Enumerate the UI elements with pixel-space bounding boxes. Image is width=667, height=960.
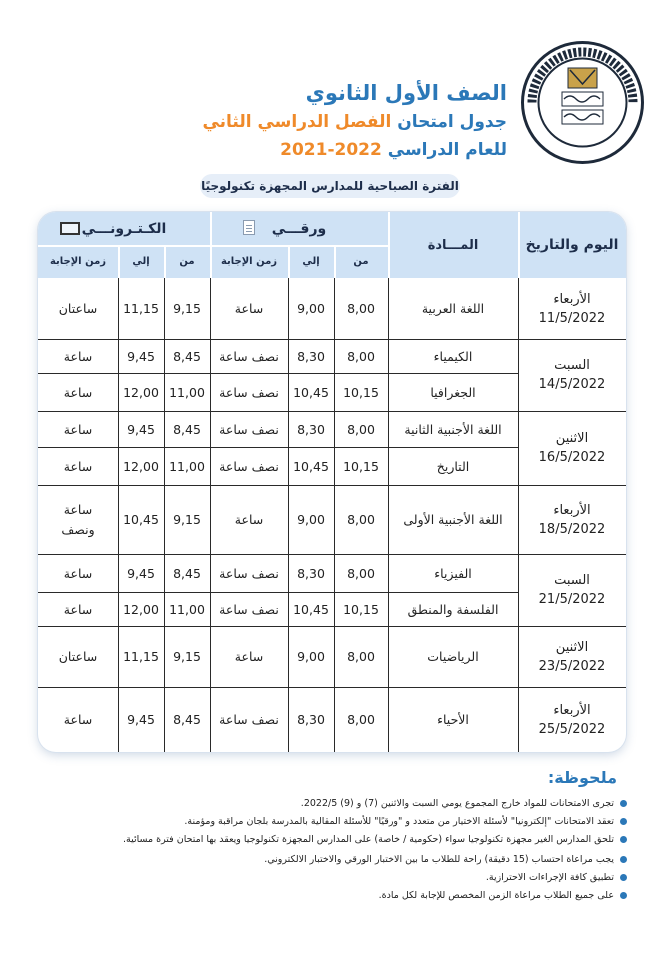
table-cell-subject: الرياضيات xyxy=(427,649,479,664)
day-date: 25/5/2022 xyxy=(538,721,606,737)
table-cell-p-to: 9,00 xyxy=(297,512,325,527)
table-cell-p-to: 10,45 xyxy=(293,458,329,474)
table-cell-p-dur: نصف ساعة xyxy=(219,601,279,617)
table-cell-e-from: 11,00 xyxy=(169,458,205,474)
bullet-icon xyxy=(620,818,627,825)
day-name: الاثنين xyxy=(555,431,589,446)
day-date: 21/5/2022 xyxy=(538,592,606,607)
table-cell-e-to: 9,45 xyxy=(127,565,155,581)
table-cell-p-dur: نصف ساعة xyxy=(219,421,279,437)
table-cell-e-dur: ساعة xyxy=(63,421,93,437)
table-cell-p-from: 10,15 xyxy=(343,601,379,617)
header-p-from: من xyxy=(353,256,369,267)
header-day-date: اليوم والتاريخ xyxy=(525,237,619,253)
day-date: 18/5/2022 xyxy=(538,521,606,537)
header-e-from: من xyxy=(179,256,195,267)
bullet-icon xyxy=(620,836,627,843)
table-cell-p-to: 9,00 xyxy=(297,649,325,664)
table-cell-p-dur: نصف ساعة xyxy=(219,384,279,400)
table-cell-p-from: 8,00 xyxy=(347,565,375,581)
day-name: الاثنين xyxy=(555,639,589,655)
table-cell-subject: الأحياء xyxy=(437,712,469,727)
table-cell-e-from: 11,00 xyxy=(169,601,205,617)
table-cell-p-from: 8,00 xyxy=(347,348,375,364)
header-e-duration: زمن الإجابة xyxy=(49,256,107,267)
day-name: الأربعاء xyxy=(553,502,591,518)
note-item xyxy=(47,872,627,883)
title-block xyxy=(167,78,507,164)
table-cell-e-to: 9,45 xyxy=(127,348,155,364)
header-p-duration: زمن الإجابة xyxy=(220,256,278,267)
day-date-cell xyxy=(518,411,626,485)
table-cell-p-from: 8,00 xyxy=(347,712,375,727)
page-header xyxy=(0,0,667,210)
table-cell-p-to: 8,30 xyxy=(297,421,325,437)
table-cell-e-to: 11,15 xyxy=(123,301,159,316)
table-cell-e-from: 8,45 xyxy=(173,712,201,727)
table-cell-p-dur: ساعة xyxy=(234,512,264,527)
table-cell-subject: الكيمياء xyxy=(433,348,473,364)
table-cell-p-from: 8,00 xyxy=(347,421,375,437)
table-cell-p-dur: ساعة xyxy=(234,649,264,664)
subtitle-part-1: جدول امتحان xyxy=(397,112,507,132)
academic-year xyxy=(167,136,507,164)
notes-section xyxy=(0,768,667,958)
table-cell-p-to: 9,00 xyxy=(297,301,325,316)
table-cell-e-dur: ساعة xyxy=(63,565,93,581)
note-text: يجب مراعاة احتساب (15 دقيقة) راحة للطلاب ما بين الاختبار الورقي والاختبار الالكتروني. xyxy=(264,854,614,865)
day-name: الأربعاء xyxy=(553,291,591,307)
bullet-icon xyxy=(620,856,627,863)
laptop-icon xyxy=(60,222,80,235)
table-header xyxy=(38,212,626,278)
table-cell-p-dur: نصف ساعة xyxy=(219,458,279,474)
table-cell-e-dur: ساعة xyxy=(63,601,93,617)
table-cell-e-from: 9,15 xyxy=(173,301,201,316)
table-cell-subject: اللغة الأجنبية الأولى xyxy=(403,512,503,527)
grade-title: الصف الأول الثانوي xyxy=(305,81,507,105)
table-cell-p-from: 10,15 xyxy=(343,458,379,474)
day-date: 23/5/2022 xyxy=(538,658,606,674)
table-cell-e-to: 10,45 xyxy=(123,512,159,527)
table-cell-subject: الجغرافيا xyxy=(430,384,476,400)
exam-subtitle xyxy=(167,108,507,136)
exam-schedule-table xyxy=(38,212,626,752)
header-subject: المـــادة xyxy=(427,237,479,253)
table-cell-e-from: 9,15 xyxy=(173,649,201,664)
note-item xyxy=(47,890,627,901)
day-date: 11/5/2022 xyxy=(538,310,606,326)
note-item xyxy=(47,798,627,809)
table-cell-subject: اللغة الأجنبية الثانية xyxy=(404,421,502,437)
table-cell-e-dur: ساعة xyxy=(63,348,93,364)
day-date-cell xyxy=(518,687,626,752)
note-text: على جميع الطلاب مراعاة الزمن المخصص للإجابة لكل مادة. xyxy=(378,890,614,901)
table-cell-e-from: 9,15 xyxy=(173,512,201,527)
day-name: الأربعاء xyxy=(553,702,591,718)
table-cell-e-dur: ساعة xyxy=(63,712,93,727)
table-cell-e-dur: ساعتان xyxy=(58,649,98,664)
note-item xyxy=(47,834,627,845)
table-cell-e-from: 8,45 xyxy=(173,421,201,437)
table-cell-p-to: 8,30 xyxy=(297,348,325,364)
day-date-cell xyxy=(518,278,626,339)
note-text: تطبيق كافة الإجراءات الاحترازية. xyxy=(485,872,614,883)
table-cell-e-to: 12,00 xyxy=(123,384,159,400)
table-cell-e-dur: ساعتان xyxy=(58,301,98,316)
table-cell-p-from: 8,00 xyxy=(347,512,375,527)
period-banner: الفترة الصباحية للمدارس المجهزة تكنولوجيًا xyxy=(200,174,460,198)
table-cell-p-to: 10,45 xyxy=(293,384,329,400)
year-label: للعام الدراسي xyxy=(387,140,507,160)
table-cell-subject: الفلسفة والمنطق xyxy=(407,601,499,617)
day-name: السبت xyxy=(554,573,590,588)
table-cell-subject: اللغة العربية xyxy=(421,301,485,316)
note-item xyxy=(47,816,627,827)
table-cell-p-from: 8,00 xyxy=(347,649,375,664)
bullet-icon xyxy=(620,874,627,881)
day-date-cell xyxy=(518,339,626,411)
note-text: تلحق المدارس الغير مجهزة تكنولوجيا سواء (حكومية / خاصة) على المدارس المجهزة تكنولوجيا ويعقد بها امتحان فترة مسائية. xyxy=(122,834,614,845)
header-electronic-label: الكـتـرونـــي xyxy=(81,220,167,237)
table-cell-e-to: 9,45 xyxy=(127,421,155,437)
bullet-icon xyxy=(620,892,627,899)
table-cell-e-to: 9,45 xyxy=(127,712,155,727)
header-paper-label: ورقـــي xyxy=(271,220,327,237)
table-cell-subject: الفيزياء xyxy=(434,565,472,581)
day-date: 14/5/2022 xyxy=(538,377,606,392)
day-date-cell xyxy=(518,485,626,554)
note-text: تعقد الامتحانات "إلكترونيا" لأسئلة الاختيار من متعدد و "ورقيًا" للأسئلة المقالية بالمدرسة بلجان مراقبة ومؤمنة. xyxy=(184,816,614,827)
table-cell-e-from: 11,00 xyxy=(169,384,205,400)
table-cell-p-to: 8,30 xyxy=(297,712,325,727)
table-cell-p-dur: نصف ساعة xyxy=(219,712,279,727)
table-cell-p-from: 10,15 xyxy=(343,384,379,400)
table-cell-e-from: 8,45 xyxy=(173,348,201,364)
table-cell-p-from: 8,00 xyxy=(347,301,375,316)
day-date-cell xyxy=(518,554,626,626)
subtitle-part-2: الفصل الدراسي الثاني xyxy=(202,112,392,132)
header-p-to: إلي xyxy=(302,256,320,267)
bullet-icon xyxy=(620,800,627,807)
header-paper xyxy=(210,212,388,245)
table-cell-e-dur: ساعة xyxy=(63,458,93,474)
notes-title: ملحوظة: xyxy=(547,768,617,787)
day-name: السبت xyxy=(554,358,590,373)
document-icon xyxy=(243,220,255,235)
note-text: تجرى الامتحانات للمواد خارج المجموع يومي السبت والاثنين (7) و (9) 2022/5. xyxy=(300,798,614,809)
table-cell-e-dur: ساعة ونصف xyxy=(61,501,95,537)
table-cell-p-dur: ساعة xyxy=(234,301,264,316)
table-cell-p-dur: نصف ساعة xyxy=(219,565,279,581)
day-date-cell xyxy=(518,626,626,687)
ministry-seal-logo xyxy=(520,40,645,165)
note-item xyxy=(47,854,627,865)
table-cell-p-to: 8,30 xyxy=(297,565,325,581)
table-cell-e-to: 12,00 xyxy=(123,601,159,617)
year-value: 2022-2021 xyxy=(280,140,382,160)
table-cell-e-to: 12,00 xyxy=(123,458,159,474)
day-date: 16/5/2022 xyxy=(538,450,606,465)
table-cell-subject: التاريخ xyxy=(436,458,470,474)
table-cell-p-dur: نصف ساعة xyxy=(219,348,279,364)
table-cell-e-to: 11,15 xyxy=(123,649,159,664)
table-cell-e-dur: ساعة xyxy=(63,384,93,400)
table-cell-p-to: 10,45 xyxy=(293,601,329,617)
header-e-to: إلي xyxy=(132,256,150,267)
table-cell-e-from: 8,45 xyxy=(173,565,201,581)
